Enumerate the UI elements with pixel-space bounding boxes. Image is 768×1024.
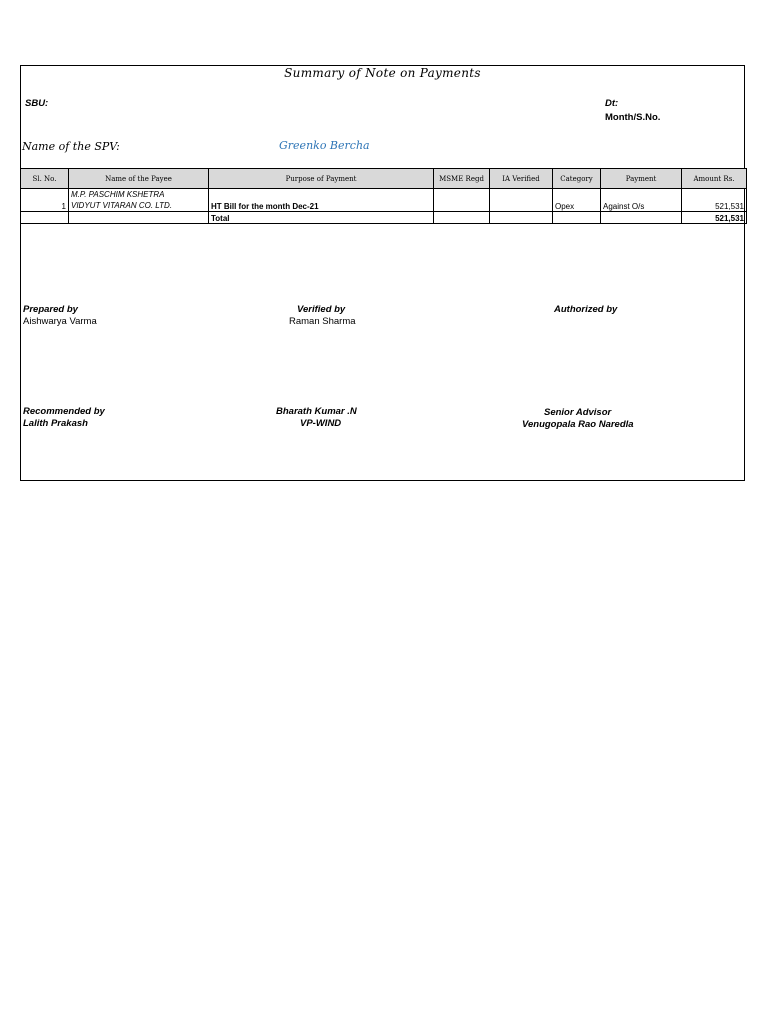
- cell-ia-verified: [490, 189, 553, 212]
- recommended-by-name: Lalith Prakash: [23, 418, 88, 429]
- payments-table: [20, 168, 747, 224]
- senior-advisor-label: Senior Advisor: [544, 407, 612, 418]
- cell-category: Opex: [553, 189, 601, 212]
- table-row: [21, 189, 747, 212]
- cell-msme: [434, 189, 490, 212]
- payment-summary-sheet: [20, 65, 745, 481]
- total-label: Total: [209, 212, 434, 224]
- senior-advisor-name: Venugopala Rao Naredla: [522, 419, 634, 430]
- payee-line-1: M.P. PASCHIM KSHETRA: [71, 190, 165, 199]
- col-header-msme: MSME Regd: [434, 169, 490, 189]
- table-header-row: [21, 169, 747, 189]
- authorized-by-label: Authorized by: [554, 304, 618, 315]
- prepared-by-name: Aishwarya Varma: [23, 316, 97, 327]
- col-header-amount: Amount Rs.: [682, 169, 747, 189]
- cell-sl-no: 1: [21, 189, 69, 212]
- total-amount: 521,531: [682, 212, 747, 224]
- total-cell-empty-6: [601, 212, 682, 224]
- prepared-by-label: Prepared by: [23, 304, 78, 315]
- bharath-name: Bharath Kumar .N: [276, 406, 357, 417]
- month-sno-label: Month/S.No.: [605, 112, 661, 123]
- spv-value: Greenko Bercha: [279, 139, 370, 152]
- page-title: Summary of Note on Payments: [284, 66, 481, 80]
- verified-by-label: Verified by: [297, 304, 346, 315]
- col-header-category: Category: [553, 169, 601, 189]
- total-cell-empty-2: [69, 212, 209, 224]
- sbu-label: SBU:: [25, 98, 49, 109]
- payee-line-2: VIDYUT VITARAN CO. LTD.: [71, 201, 173, 210]
- cell-payment: Against O/s: [601, 189, 682, 212]
- total-cell-empty-5: [553, 212, 601, 224]
- bharath-title: VP-WIND: [300, 418, 342, 429]
- cell-amount: 521,531: [682, 189, 747, 212]
- recommended-by-label: Recommended by: [23, 406, 105, 417]
- cell-purpose: HT Bill for the month Dec-21: [209, 189, 434, 212]
- verified-by-name: Raman Sharma: [289, 316, 356, 327]
- total-cell-empty-1: [21, 212, 69, 224]
- total-row: [21, 212, 747, 224]
- col-header-payee: Name of the Payee: [69, 169, 209, 189]
- cell-payee: [69, 189, 209, 212]
- spv-label: Name of the SPV:: [22, 140, 120, 153]
- col-header-purpose: Purpose of Payment: [209, 169, 434, 189]
- date-label: Dt:: [605, 98, 619, 109]
- total-cell-empty-4: [490, 212, 553, 224]
- total-cell-empty-3: [434, 212, 490, 224]
- col-header-sl-no: Sl. No.: [21, 169, 69, 189]
- col-header-ia-verified: IA Verified: [490, 169, 553, 189]
- col-header-payment: Payment: [601, 169, 682, 189]
